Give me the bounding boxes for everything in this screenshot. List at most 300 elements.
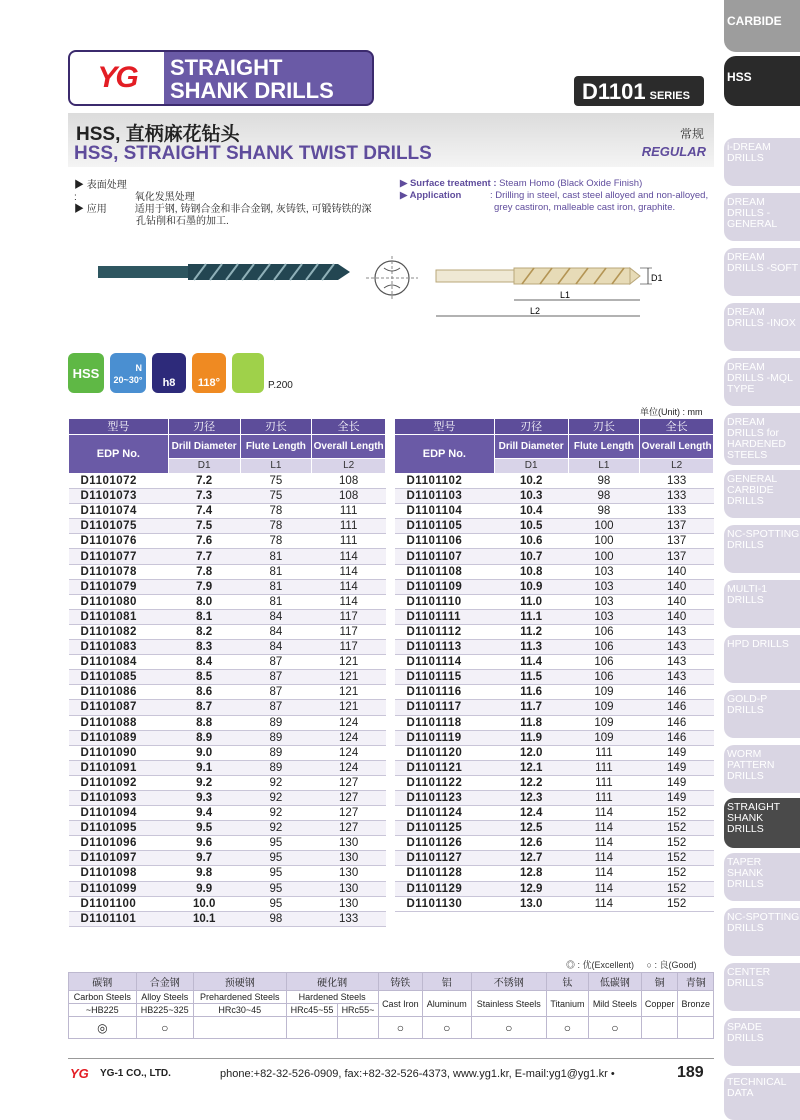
edp-no: D1101103 xyxy=(395,489,495,504)
table-row xyxy=(69,896,386,911)
description-en xyxy=(400,178,716,214)
drill-diameter: 9.0 xyxy=(168,745,240,760)
table-row xyxy=(395,474,714,489)
overall-length: 111 xyxy=(312,534,386,549)
table-row xyxy=(395,685,714,700)
flute-length: 98 xyxy=(568,474,640,489)
table-row xyxy=(69,685,386,700)
tab-label: DREAM DRILLS -SOFT xyxy=(727,251,799,274)
edp-no: D1101106 xyxy=(395,534,495,549)
table-row xyxy=(395,775,714,790)
overall-length: 146 xyxy=(640,685,714,700)
tab-hss[interactable] xyxy=(724,56,800,106)
tab-dream-general[interactable] xyxy=(724,193,800,241)
flute-length: 75 xyxy=(240,489,312,504)
drill-diameter: 10.3 xyxy=(494,489,568,504)
edp-no: D1101086 xyxy=(69,685,169,700)
overall-length: 124 xyxy=(312,715,386,730)
flute-length: 106 xyxy=(568,655,640,670)
edp-no: D1101080 xyxy=(69,594,169,609)
material-rating: ○ xyxy=(378,1017,422,1039)
table-row xyxy=(69,640,386,655)
product-table-right xyxy=(394,418,714,912)
overall-length: 127 xyxy=(312,806,386,821)
tab-dream-hardened[interactable] xyxy=(724,413,800,465)
tab-label: DREAM DRILLS for HARDENED STEELS xyxy=(727,416,786,461)
table-row xyxy=(69,881,386,896)
edp-no: D1101108 xyxy=(395,564,495,579)
drill-diameter: 12.0 xyxy=(494,745,568,760)
header-l1: L1 xyxy=(240,459,312,474)
overall-length: 152 xyxy=(640,821,714,836)
edp-no: D1101091 xyxy=(69,760,169,775)
material-cn: 碳钢 xyxy=(69,973,137,991)
footer-company: YG-1 CO., LTD. xyxy=(100,1068,171,1079)
flute-length: 89 xyxy=(240,745,312,760)
tab-label: MULTI-1 DRILLS xyxy=(727,583,768,606)
header-dia: Drill Diameter xyxy=(494,435,568,459)
header-dia: Drill Diameter xyxy=(168,435,240,459)
tab-label: SPADE DRILLS xyxy=(727,1021,764,1044)
app-value: 适用于钢, 铸钢合金和非合金钢, 灰铸铁, 可锻铸铁的深 xyxy=(134,204,372,215)
material-cn: 不锈钢 xyxy=(471,973,546,991)
header-flute-cn: 刃长 xyxy=(568,419,640,435)
series-badge xyxy=(574,76,704,106)
spec-tolerance-value: h8 xyxy=(162,377,176,389)
material-en: Hardened Steels xyxy=(286,991,378,1004)
table-row xyxy=(395,896,714,911)
flute-length: 111 xyxy=(568,745,640,760)
subtitle-cn: HSS, 直柄麻花钻头 xyxy=(76,124,240,145)
drill-diameter: 8.9 xyxy=(168,730,240,745)
table-row xyxy=(69,489,386,504)
edp-no: D1101123 xyxy=(395,790,495,805)
material-rating: ◎ xyxy=(69,1017,137,1039)
drill-diameter: 10.2 xyxy=(494,474,568,489)
table-row xyxy=(395,866,714,881)
material-en: Carbon Steels xyxy=(69,991,137,1004)
material-en: Mild Steels xyxy=(588,991,641,1017)
drill-diameter: 8.5 xyxy=(168,670,240,685)
flute-length: 84 xyxy=(240,609,312,624)
drill-diameter: 9.7 xyxy=(168,851,240,866)
table-row xyxy=(69,911,386,926)
overall-length: 121 xyxy=(312,655,386,670)
page-reference[interactable]: P.200 xyxy=(268,380,293,391)
header-logo-box xyxy=(68,50,374,106)
table-row xyxy=(69,851,386,866)
flute-length: 103 xyxy=(568,564,640,579)
tab-dream-mql[interactable] xyxy=(724,358,800,406)
overall-length: 137 xyxy=(640,519,714,534)
drill-diameter: 12.8 xyxy=(494,866,568,881)
material-cn: 合金钢 xyxy=(136,973,193,991)
footer-logo xyxy=(70,1066,89,1081)
surface-value: 氧化发黑处理 xyxy=(134,192,195,203)
overall-length: 108 xyxy=(312,474,386,489)
table-row xyxy=(395,579,714,594)
tab-hpd[interactable] xyxy=(724,635,800,683)
header-flute: Flute Length xyxy=(568,435,640,459)
tab-gold-p[interactable] xyxy=(724,690,800,738)
flute-length: 100 xyxy=(568,519,640,534)
edp-no: D1101113 xyxy=(395,640,495,655)
flute-length: 114 xyxy=(568,806,640,821)
flute-length: 95 xyxy=(240,836,312,851)
overall-length: 146 xyxy=(640,730,714,745)
table-row xyxy=(69,806,386,821)
spec-point: 118° xyxy=(197,377,221,389)
drill-diameter: 7.7 xyxy=(168,549,240,564)
material-en: Alloy Steels xyxy=(136,991,193,1004)
table-row xyxy=(69,700,386,715)
material-cn: 预硬钢 xyxy=(193,973,286,991)
tab-worm-pattern[interactable] xyxy=(724,745,800,793)
drill-diameter: 8.2 xyxy=(168,624,240,639)
overall-length: 140 xyxy=(640,609,714,624)
table-row xyxy=(69,715,386,730)
edp-no: D1101107 xyxy=(395,549,495,564)
flute-length: 114 xyxy=(568,836,640,851)
overall-length: 137 xyxy=(640,549,714,564)
footer-logo-text: YG xyxy=(70,1066,89,1081)
flute-length: 81 xyxy=(240,564,312,579)
drill-diameter: 11.4 xyxy=(494,655,568,670)
drill-diameter: 9.4 xyxy=(168,806,240,821)
edp-no: D1101129 xyxy=(395,881,495,896)
tab-dream-inox[interactable] xyxy=(724,303,800,351)
edp-no: D1101119 xyxy=(395,730,495,745)
flute-length: 87 xyxy=(240,700,312,715)
tab-general-carbide[interactable] xyxy=(724,470,800,518)
edp-no: D1101127 xyxy=(395,851,495,866)
table-row xyxy=(69,609,386,624)
edp-no: D1101112 xyxy=(395,624,495,639)
flute-length: 98 xyxy=(568,504,640,519)
flute-length: 92 xyxy=(240,806,312,821)
overall-length: 108 xyxy=(312,489,386,504)
table-row xyxy=(395,670,714,685)
drill-diameter: 11.8 xyxy=(494,715,568,730)
drill-diameter: 7.3 xyxy=(168,489,240,504)
flute-length: 109 xyxy=(568,685,640,700)
flute-length: 95 xyxy=(240,896,312,911)
overall-length: 152 xyxy=(640,836,714,851)
table-row xyxy=(69,745,386,760)
overall-length: 121 xyxy=(312,700,386,715)
flute-length: 114 xyxy=(568,866,640,881)
brand-logo xyxy=(70,52,164,104)
flute-length: 106 xyxy=(568,624,640,639)
flute-length: 98 xyxy=(568,489,640,504)
edp-no: D1101121 xyxy=(395,760,495,775)
tab-center[interactable] xyxy=(724,963,800,1011)
edp-no: D1101110 xyxy=(395,594,495,609)
tab-label: CENTER DRILLS xyxy=(727,966,771,989)
tab-dream-soft[interactable] xyxy=(724,248,800,296)
table-row xyxy=(395,730,714,745)
edp-no: D1101116 xyxy=(395,685,495,700)
overall-length: 152 xyxy=(640,896,714,911)
table-row xyxy=(395,851,714,866)
spec-coolant-icon xyxy=(232,353,264,393)
tab-i-dream[interactable] xyxy=(724,138,800,186)
flute-length: 103 xyxy=(568,579,640,594)
drill-diameter: 12.3 xyxy=(494,790,568,805)
flute-length: 109 xyxy=(568,730,640,745)
tab-label: DREAM DRILLS -INOX xyxy=(727,306,796,329)
edp-no: D1101095 xyxy=(69,821,169,836)
overall-length: 124 xyxy=(312,760,386,775)
spec-helix-angle xyxy=(110,353,146,393)
spec-material: HSS xyxy=(72,366,100,381)
edp-no: D1101100 xyxy=(69,896,169,911)
header-edp: EDP No. xyxy=(395,435,495,474)
material-en: Prehardened Steels xyxy=(193,991,286,1004)
spec-helix-n: N xyxy=(135,363,142,373)
overall-length: 121 xyxy=(312,670,386,685)
overall-length: 152 xyxy=(640,881,714,896)
flute-length: 78 xyxy=(240,519,312,534)
drill-diameter: 11.2 xyxy=(494,624,568,639)
overall-length: 143 xyxy=(640,624,714,639)
material-rating: ○ xyxy=(136,1017,193,1039)
drill-diameter: 11.6 xyxy=(494,685,568,700)
flute-length: 111 xyxy=(568,775,640,790)
drill-diameter: 7.2 xyxy=(168,474,240,489)
drill-diameter: 7.6 xyxy=(168,534,240,549)
tab-label: GOLD-P DRILLS xyxy=(727,693,768,716)
legend-good: ○ : 良(Good) xyxy=(646,960,697,970)
table-row xyxy=(395,745,714,760)
tab-label: NC-SPOTTING DRILLS xyxy=(727,528,800,551)
table-row xyxy=(69,579,386,594)
drill-diameter: 7.8 xyxy=(168,564,240,579)
legend xyxy=(566,958,696,971)
table-row xyxy=(69,594,386,609)
flute-length: 84 xyxy=(240,624,312,639)
drill-diameter: 11.5 xyxy=(494,670,568,685)
edp-no: D1101098 xyxy=(69,866,169,881)
tab-multi-1[interactable] xyxy=(724,580,800,628)
header-l1: L1 xyxy=(568,459,640,474)
overall-length: 130 xyxy=(312,896,386,911)
flute-length: 78 xyxy=(240,534,312,549)
subtitle-en: HSS, STRAIGHT SHANK TWIST DRILLS xyxy=(74,143,432,164)
table-row xyxy=(395,549,714,564)
overall-length: 152 xyxy=(640,806,714,821)
table-row xyxy=(395,489,714,504)
edp-no: D1101122 xyxy=(395,775,495,790)
edp-no: D1101120 xyxy=(395,745,495,760)
material-rating: ○ xyxy=(471,1017,546,1039)
flute-length: 84 xyxy=(240,640,312,655)
flute-length: 87 xyxy=(240,685,312,700)
edp-no: D1101124 xyxy=(395,806,495,821)
table-row xyxy=(395,760,714,775)
flute-length: 114 xyxy=(568,851,640,866)
edp-no: D1101081 xyxy=(69,609,169,624)
drill-diameter: 9.1 xyxy=(168,760,240,775)
section-tabs xyxy=(724,0,800,1120)
flute-length: 95 xyxy=(240,866,312,881)
edp-no: D1101083 xyxy=(69,640,169,655)
drill-diameter: 9.3 xyxy=(168,790,240,805)
flute-length: 75 xyxy=(240,474,312,489)
material-rating xyxy=(338,1017,378,1039)
flute-length: 100 xyxy=(568,534,640,549)
drill-diameter: 8.1 xyxy=(168,609,240,624)
tab-label: DREAM DRILLS -GENERAL xyxy=(727,196,778,230)
flute-length: 81 xyxy=(240,594,312,609)
drill-diameter: 9.5 xyxy=(168,821,240,836)
edp-no: D1101073 xyxy=(69,489,169,504)
flute-length: 111 xyxy=(568,790,640,805)
title-line-2: SHANK DRILLS xyxy=(170,78,334,103)
drill-diameter: 12.9 xyxy=(494,881,568,896)
table-row xyxy=(395,806,714,821)
label-d1: D1 xyxy=(651,273,663,283)
edp-no: D1101126 xyxy=(395,836,495,851)
overall-length: 143 xyxy=(640,670,714,685)
spec-material-hss xyxy=(68,353,104,393)
drill-cross-section xyxy=(362,254,422,302)
overall-length: 133 xyxy=(312,911,386,926)
material-hardness: HRc30~45 xyxy=(193,1004,286,1017)
material-cn: 铝 xyxy=(423,973,471,991)
sub-header xyxy=(68,113,714,167)
drill-diameter: 11.7 xyxy=(494,700,568,715)
header-d1: D1 xyxy=(168,459,240,474)
table-row xyxy=(69,760,386,775)
overall-length: 133 xyxy=(640,489,714,504)
drill-diameter: 8.0 xyxy=(168,594,240,609)
overall-length: 127 xyxy=(312,821,386,836)
material-en: Cast Iron xyxy=(378,991,422,1017)
material-cn: 硬化钢 xyxy=(286,973,378,991)
drill-diameter: 12.6 xyxy=(494,836,568,851)
series-label: SERIES xyxy=(649,90,690,102)
tab-label: HPD DRILLS xyxy=(727,638,789,650)
legend-excellent: ◎ : 优(Excellent) xyxy=(566,960,635,970)
material-rating xyxy=(286,1017,338,1039)
drill-diameter: 10.0 xyxy=(168,896,240,911)
drill-diameter: 11.3 xyxy=(494,640,568,655)
flute-length: 81 xyxy=(240,549,312,564)
header-flute: Flute Length xyxy=(240,435,312,459)
table-row xyxy=(69,866,386,881)
header-overall-cn: 全长 xyxy=(312,419,386,435)
edp-no: D1101115 xyxy=(395,670,495,685)
tab-nc-spotting-2[interactable] xyxy=(724,908,800,956)
edp-no: D1101109 xyxy=(395,579,495,594)
drill-diameter: 9.8 xyxy=(168,866,240,881)
drill-diameter: 12.4 xyxy=(494,806,568,821)
drill-diameter: 9.6 xyxy=(168,836,240,851)
spec-tolerance xyxy=(152,353,186,393)
material-rating: ○ xyxy=(588,1017,641,1039)
table-row xyxy=(69,836,386,851)
material-en: Stainless Steels xyxy=(471,991,546,1017)
overall-length: 149 xyxy=(640,760,714,775)
overall-length: 152 xyxy=(640,866,714,881)
edp-no: D1101130 xyxy=(395,896,495,911)
material-en: Copper xyxy=(641,991,678,1017)
flute-length: 78 xyxy=(240,504,312,519)
tab-taper-shank[interactable] xyxy=(724,853,800,901)
edp-no: D1101087 xyxy=(69,700,169,715)
edp-no: D1101118 xyxy=(395,715,495,730)
label-l1: L1 xyxy=(560,290,571,300)
flute-length: 95 xyxy=(240,851,312,866)
drill-diameter: 7.5 xyxy=(168,519,240,534)
table-row xyxy=(395,821,714,836)
tab-nc-spotting-1[interactable] xyxy=(724,525,800,573)
edp-no: D1101094 xyxy=(69,806,169,821)
flute-length: 87 xyxy=(240,655,312,670)
drill-diameter: 10.5 xyxy=(494,519,568,534)
header-edp-cn: 型号 xyxy=(395,419,495,435)
edp-no: D1101104 xyxy=(395,504,495,519)
overall-length: 117 xyxy=(312,624,386,639)
overall-length: 149 xyxy=(640,790,714,805)
overall-length: 130 xyxy=(312,851,386,866)
material-cn: 铜 xyxy=(641,973,678,991)
drill-diameter: 11.9 xyxy=(494,730,568,745)
drill-diameter: 12.5 xyxy=(494,821,568,836)
edp-no: D1101074 xyxy=(69,504,169,519)
edp-no: D1101102 xyxy=(395,474,495,489)
overall-length: 130 xyxy=(312,836,386,851)
overall-length: 127 xyxy=(312,775,386,790)
edp-no: D1101089 xyxy=(69,730,169,745)
series-code: D1101 xyxy=(582,79,646,104)
flute-length: 106 xyxy=(568,670,640,685)
flute-length: 89 xyxy=(240,715,312,730)
flute-length: 114 xyxy=(568,881,640,896)
drill-diameter: 13.0 xyxy=(494,896,568,911)
flute-length: 111 xyxy=(568,760,640,775)
overall-length: 143 xyxy=(640,640,714,655)
drill-diameter: 11.1 xyxy=(494,609,568,624)
overall-length: 133 xyxy=(640,504,714,519)
edp-no: D1101079 xyxy=(69,579,169,594)
material-en: Aluminum xyxy=(423,991,471,1017)
tab-label: WORM PATTERN DRILLS xyxy=(727,748,775,782)
table-row xyxy=(69,655,386,670)
material-hardness: HRc55~ xyxy=(338,1004,378,1017)
header-overall: Overall Length xyxy=(312,435,386,459)
material-cn: 钛 xyxy=(546,973,588,991)
table-row xyxy=(395,534,714,549)
tab-label: CARBIDE xyxy=(727,14,782,28)
material-en: Bronze xyxy=(678,991,714,1017)
table-row xyxy=(69,564,386,579)
header-overall: Overall Length xyxy=(640,435,714,459)
footer-contact: phone:+82-32-526-0909, fax:+82-32-526-4373, www.yg1.kr, E-mail:yg1@yg1.kr • xyxy=(220,1068,615,1080)
product-table-left xyxy=(68,418,386,927)
flute-length: 114 xyxy=(568,896,640,911)
table-row xyxy=(395,504,714,519)
material-en: Titanium xyxy=(546,991,588,1017)
tab-carbide[interactable] xyxy=(724,0,800,52)
regular-label-cn: 常规 xyxy=(679,127,704,141)
tab-spade[interactable] xyxy=(724,1018,800,1066)
drill-diameter: 9.2 xyxy=(168,775,240,790)
tab-technical-data[interactable] xyxy=(724,1073,800,1120)
header-l2: L2 xyxy=(312,459,386,474)
tab-straight-shank[interactable] xyxy=(724,798,800,848)
